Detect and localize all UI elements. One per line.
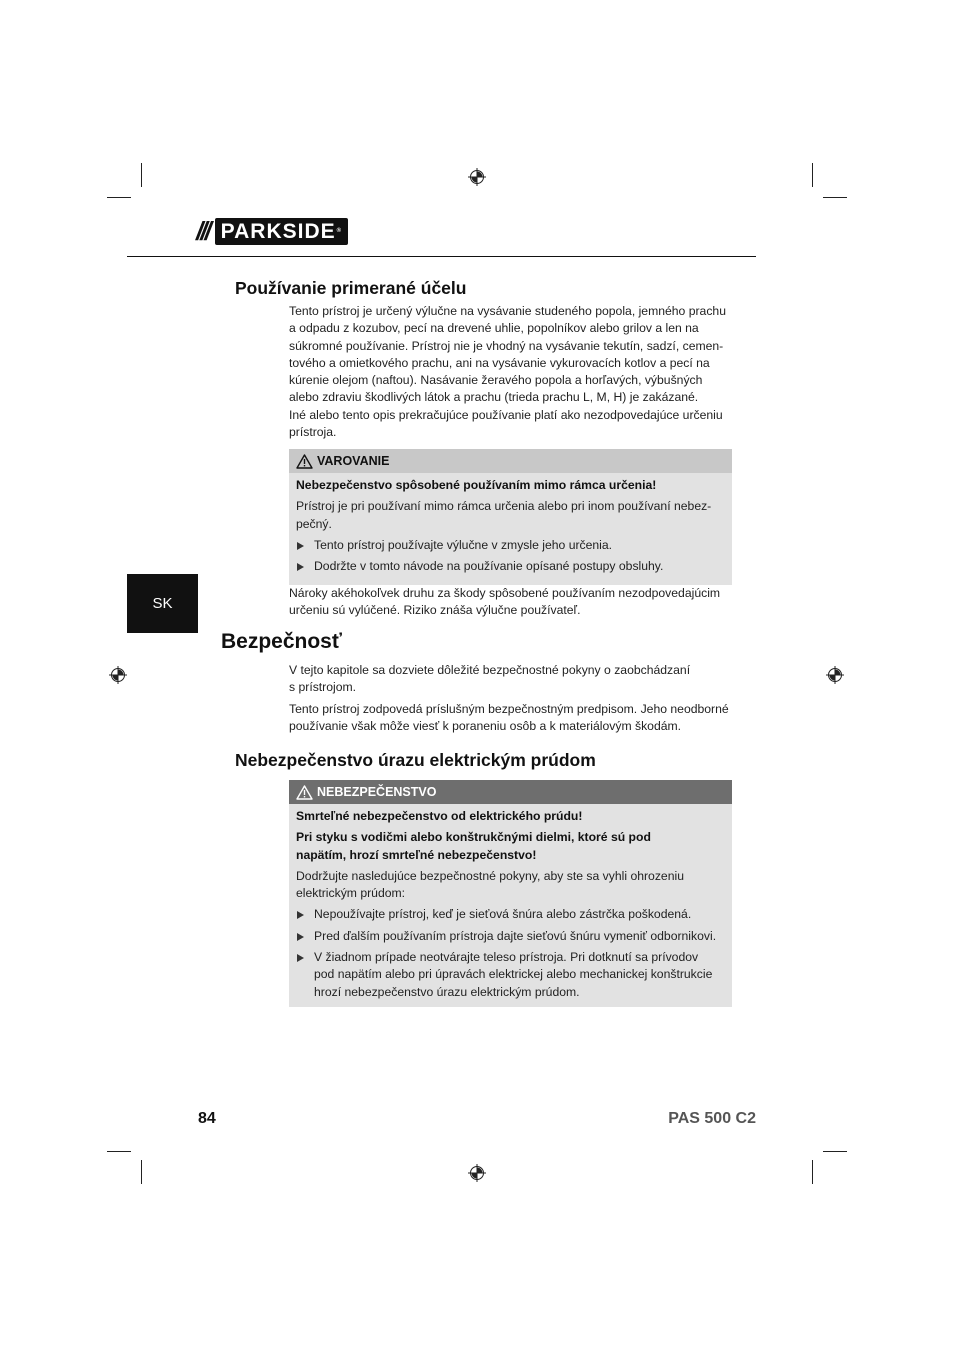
parkside-logo [196, 218, 348, 245]
warning-box-header [289, 449, 732, 473]
arrow-bullet-icon [297, 542, 304, 550]
section-heading-safety: Bezpečnosť [221, 630, 342, 653]
arrow-bullet-icon [297, 954, 304, 962]
list-item: Nepoužívajte prístroj, keď je sieťová šnúra alebo zástrčka poškodená. [296, 906, 725, 923]
danger-bullet-list [296, 906, 725, 1000]
intended-use-paragraph: Tento prístroj je určený výlučne na vysávanie studeného popola, jemného prachu a odpadu z kozubov, pecí na drevené uhlie, popolníkov alebo grilov a len na súkromné používanie. Prístroj nie je vhodný na vysávanie tekutín, sadzí, cemen- tového a omietkového prachu, ani na vysávanie vykurovacích kotlov a pecí na kúrenie olejom (naftou). Nasávanie žeravého popola a horľavých, výbušných alebo zdraviu škodlivých látok a prachu (trieda prachu L, M, H) je zakázané. Iné alebo tento opis prekračujúce používanie platí ako nezodpovedajúce určeniu prístroja. [289, 304, 726, 440]
safety-paragraph-2: Tento prístroj zodpovedá príslušným bezpečnostným predpisom. Jeho neodborné používanie však môže viesť k poraneniu osôb a k materiálovým škodám. [289, 702, 729, 734]
crop-mark [823, 197, 847, 198]
header-rule [127, 256, 756, 257]
crop-mark [141, 163, 142, 187]
danger-box [289, 780, 732, 1007]
crop-mark [107, 1151, 131, 1152]
logo-wordmark: PARKSIDE® [215, 218, 348, 245]
arrow-bullet-icon [297, 911, 304, 919]
list-item: Tento prístroj používajte výlučne v zmysle jeho určenia. [296, 537, 725, 554]
danger-text: Dodržujte nasledujúce bezpečnostné pokyny, aby ste sa vyhli ohrozeniu elektrickým prúdom: [296, 868, 684, 901]
registration-mark-icon [826, 666, 844, 684]
section-heading-electric-shock: Nebezpečenstvo úrazu elektrickým prúdom [235, 750, 596, 770]
warning-label: VAROVANIE [317, 454, 390, 468]
danger-box-content [289, 804, 732, 1007]
list-item: Dodržte v tomto návode na používanie opísané postupy obsluhy. [296, 558, 725, 575]
arrow-bullet-icon [297, 933, 304, 941]
crop-mark [812, 163, 813, 187]
warning-box [289, 449, 732, 585]
safety-paragraph-1: V tejto kapitole sa dozviete dôležité bezpečnostné pokyny o zaobchádzaní s prístrojom. [289, 663, 691, 695]
warning-box-content [289, 473, 732, 585]
warning-triangle-icon [296, 454, 313, 469]
crop-mark [107, 197, 131, 198]
list-item: V žiadnom prípade neotvárajte teleso prístroja. Pri dotknutí sa prívodov pod napätím alebo pri úpravách elektrickej alebo mechanickej konštrukcie hrozí nebezpečenstvo úrazu elektrickým prúdom. [296, 949, 725, 1001]
logo-slashes: /// [196, 216, 209, 246]
claims-paragraph: Nároky akéhokoľvek druhu za škody spôsobené používaním nezodpovedajúcim určeniu sú vylúčené. Riziko znáša výlučne používateľ. [289, 586, 721, 618]
danger-bold-line-1: Smrteľné nebezpečenstvo od elektrického prúdu! [296, 809, 583, 823]
warning-triangle-icon [296, 785, 313, 800]
list-item: Pred ďalším používaním prístroja dajte sieťovú šnúru vymeniť odbornikovi. [296, 928, 725, 945]
warning-bold-line: Nebezpečenstvo spôsobené používaním mimo rámca určenia! [296, 478, 657, 492]
arrow-bullet-icon [297, 563, 304, 571]
page-number: 84 [198, 1110, 216, 1127]
warning-bullet-list [296, 537, 725, 576]
crop-mark [823, 1151, 847, 1152]
registration-mark-icon [468, 168, 486, 186]
warning-text: Prístroj je pri používaní mimo rámca určenia alebo pri inom používaní nebez- pečný. [296, 499, 712, 531]
registration-mark-icon [468, 1164, 486, 1182]
crop-mark [141, 1160, 142, 1184]
danger-label: NEBEZPEČENSTVO [317, 785, 437, 799]
registration-mark-icon [109, 666, 127, 684]
danger-box-header [289, 780, 732, 804]
danger-bold-line-2: Pri styku s vodičmi alebo konštrukčnými dielmi, ktoré sú pod napätím, hrozí smrteľné nebezpečenstvo! [296, 830, 651, 862]
crop-mark [812, 1160, 813, 1184]
language-tab: SK [127, 574, 198, 633]
model-name: PAS 500 C2 [668, 1110, 756, 1127]
section-heading-intended-use: Používanie primerané účelu [235, 278, 467, 298]
